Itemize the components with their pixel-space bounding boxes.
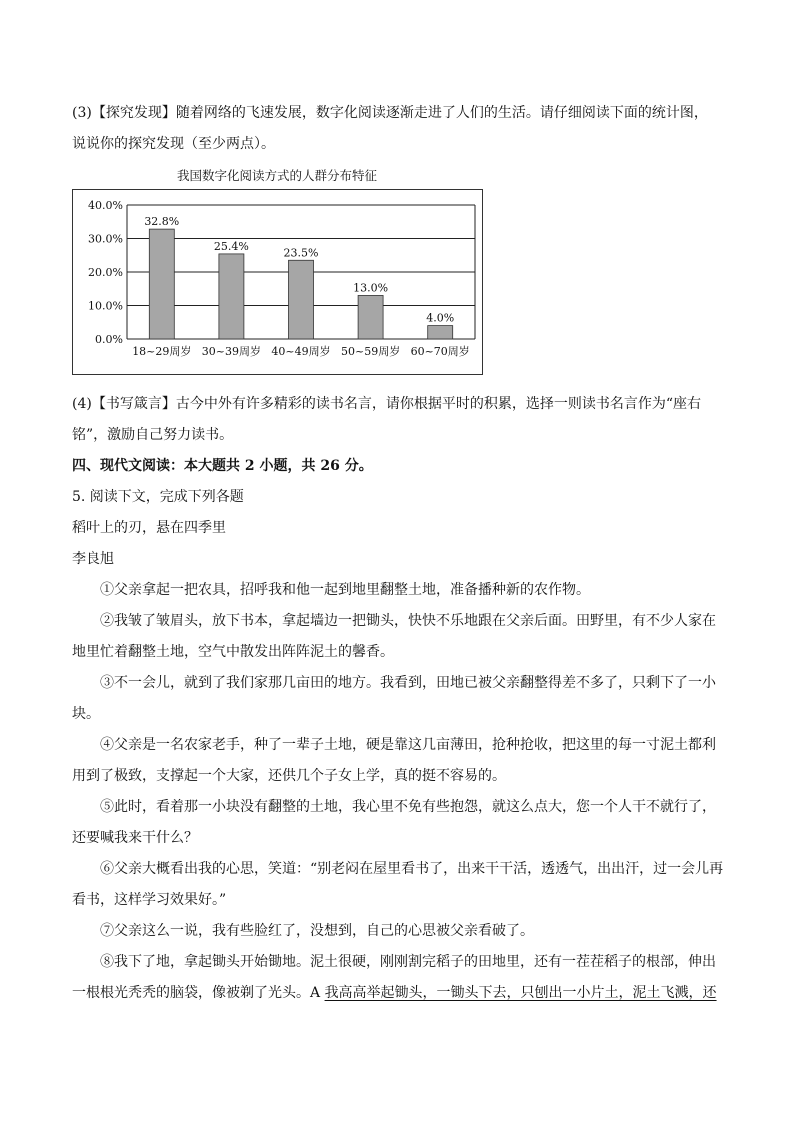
question-4-line-2: 铭”，激励自己努力读书。 [72,427,234,443]
y-tick-label: 20.0% [88,266,123,279]
paragraph-8-text: ⑧我下了地，拿起锄头开始锄地。泥土很硬，刚刚割完稻子的田地里，还有一茬茬稻子的根部，伸出一根根光秃秃的脑袋，像被剃了光头。A [72,954,716,1001]
article-title: 稻叶上的刃，悬在四季里 [72,520,226,536]
paragraph-8-underlined-sentence-a: 我高高举起锄头，一锄头下去，只刨出一小片土，泥土飞溅，还 [324,985,717,1001]
y-tick-label: 0.0% [95,333,123,346]
bar-chart [72,189,484,375]
question-5-prompt: 5. 阅读下文，完成下列各题 [72,489,244,505]
paragraph-8 [72,947,724,1009]
chart-title: 我国数字化阅读方式的人群分布特征 [176,168,377,183]
question-3-line-1: (3)【探究发现】随着网络的飞速发展，数字化阅读逐渐走进了人们的生活。请仔细阅读下面的统计图， [72,105,708,121]
x-category-label: 18~29周岁 [132,345,192,358]
x-category-label: 60~70周岁 [410,345,470,358]
bar [149,229,174,339]
bar-value-label: 13.0% [353,281,389,295]
paragraph-6: ⑥父亲大概看出我的心思，笑道：“别老闷在屋里看书了，出来干干活，透透气，出出汗，过一会儿再看书，这样学习效果好。” [72,861,724,908]
x-category-label: 50~59周岁 [340,345,401,358]
bar [428,326,453,339]
question-4-line-1: (4)【书写箴言】古今中外有许多精彩的读书名言，请你根据平时的积累，选择一则读书名言作为“座右 [72,396,701,412]
paragraph-4: ④父亲是一名农家老手，种了一辈子土地，硬是靠这几亩薄田，抢种抢收，把这里的每一寸泥土都利用到了极致，支撑起一个大家，还供几个子女上学，真的挺不容易的。 [72,737,716,784]
x-category-label: 40~49周岁 [271,345,331,358]
paragraph-2: ②我皱了皱眉头，放下书本，拿起墙边一把锄头，快快不乐地跟在父亲后面。田野里，有不少人家在地里忙着翻整土地，空气中散发出阵阵泥土的馨香。 [72,613,716,660]
x-category-label: 30~39周岁 [201,345,262,358]
bar-value-label: 32.8% [144,215,180,229]
y-tick-label: 30.0% [88,232,123,246]
bar [289,260,314,339]
section-4-heading: 四、现代文阅读：本大题共 2 小题，共 26 分。 [72,458,373,474]
bar-value-label: 25.4% [213,239,249,253]
bar-value-label: 23.5% [283,246,319,260]
paragraph-3: ③不一会儿，就到了我们家那几亩田的地方。我看到，田地已被父亲翻整得差不多了，只剩下了一小块。 [72,675,716,722]
article-author: 李良旭 [72,551,114,567]
bar-value-label: 4.0% [426,311,455,325]
y-tick-label: 40.0% [88,199,123,212]
paragraph-5: ⑤此时，看着那一小块没有翻整的土地，我心里不免有些抱怨，就这么点大，您一个人干不就行了，还要喊我来干什么？ [72,799,716,846]
bar [219,254,244,339]
y-tick-label: 10.0% [88,299,123,313]
bar [358,295,383,339]
paragraph-7: ⑦父亲这么一说，我有些脸红了，没想到，自己的心思被父亲看破了。 [100,923,534,939]
question-3-line-2: 说说你的探究发现（至少两点）。 [72,136,275,152]
paragraph-1: ①父亲拿起一把农具，招呼我和他一起到地里翻整土地，准备播种新的农作物。 [100,582,590,598]
